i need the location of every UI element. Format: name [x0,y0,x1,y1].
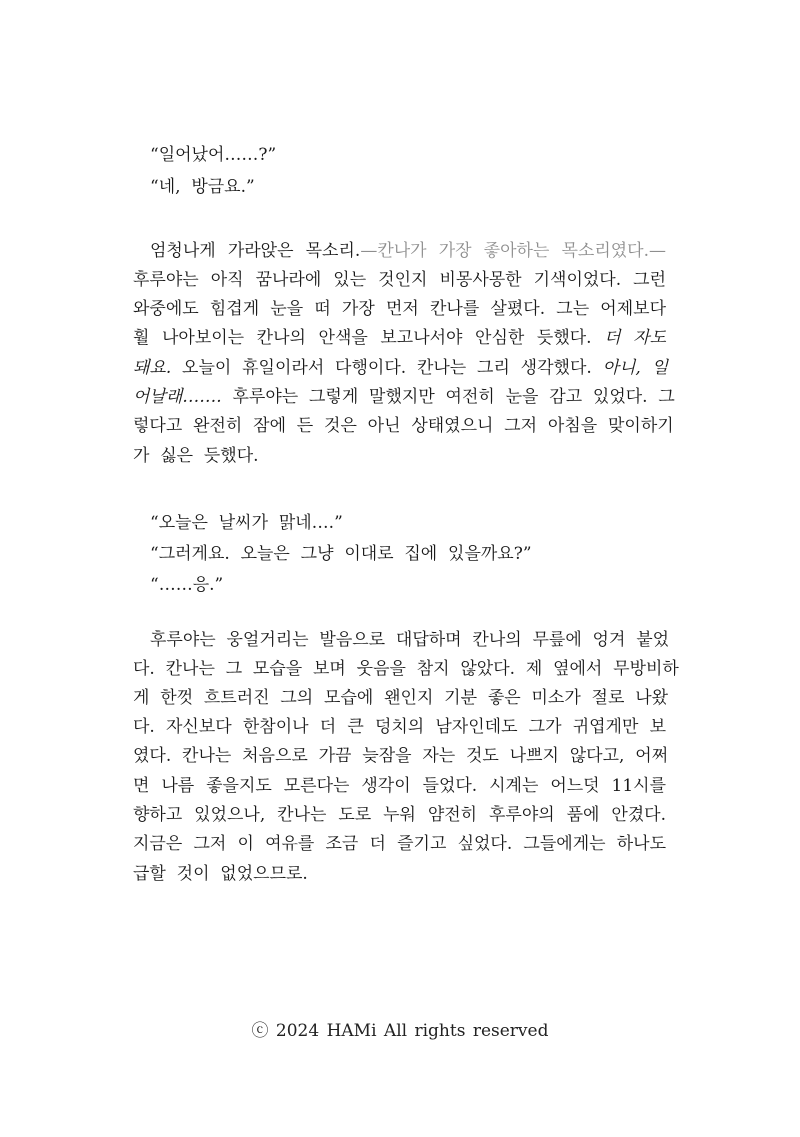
paragraph-line: 면 나름 좋을지도 모른다는 생각이 들었다. 시계는 어느덧 11시를 [133,776,666,796]
dialogue-line: “네, 방금요.” [150,177,255,197]
narration-text: 훨 나아보이는 칸나의 안색을 보고나서야 안심한 듯했다. [133,328,605,348]
paragraph-line: 가 싫은 듯했다. [133,446,259,466]
paragraph-line: 지금은 그저 이 여유를 조금 더 즐기고 싶었다. 그들에게는 하나도 [133,834,666,854]
dialogue-line: “……응.” [150,575,224,595]
dialogue-line: “일어났어……?” [150,145,277,165]
aside-text: —칸나가 가장 좋아하는 목소리였다.— [360,241,667,261]
copyright-footer: ⓒ 2024 HAMi All rights reserved [251,1021,549,1041]
paragraph-line: 향하고 있었으나, 칸나는 도로 누워 얌전히 후루야의 품에 안겼다. [133,805,666,825]
paragraph-line [133,385,675,409]
italic-thought: 어날래……. [133,387,222,407]
paragraph-line: 급할 것이 없었으므로. [133,864,308,884]
paragraph-line: 다. 칸나는 그 모습을 보며 웃음을 참지 않았다. 제 옆에서 무방비하 [133,659,679,679]
paragraph-line: 후루야는 웅얼거리는 발음으로 대답하며 칸나의 무릎에 엉겨 붙었 [150,630,670,650]
italic-thought: 아니, 일 [602,358,669,378]
paragraph-line [133,326,666,350]
narration-text: 엄청나게 가라앉은 목소리. [150,241,361,261]
paragraph-line: 였다. 칸나는 처음으로 가끔 늦잠을 자는 것도 나쁘지 않다고, 어쩌 [133,746,669,766]
italic-thought: 더 자도 [604,328,666,348]
paragraph-line: 렇다고 완전히 잠에 든 것은 아닌 상태였으니 그저 아침을 맞이하기 [133,416,674,436]
paragraph-line: 다. 자신보다 한참이나 더 큰 덩치의 남자인데도 그가 귀엽게만 보 [133,717,666,737]
paragraph-line [150,239,666,263]
paragraph-line: 와중에도 힘겹게 눈을 떠 가장 먼저 칸나를 살폈다. 그는 어제보다 [133,299,666,319]
dialogue-line: “그러게요. 오늘은 그냥 이대로 집에 있을까요?” [150,544,532,564]
paragraph-line [133,356,669,380]
italic-thought: 돼요. [133,358,172,378]
narration-text: 오늘이 휴일이라서 다행이다. 칸나는 그리 생각했다. [171,358,603,378]
paragraph-line: 후루야는 아직 꿈나라에 있는 것인지 비몽사몽한 기색이었다. 그런 [133,270,666,290]
dialogue-line: “오늘은 날씨가 맑네….” [150,513,343,533]
narration-text: 후루야는 그렇게 말했지만 여전히 눈을 감고 있었다. 그 [221,387,675,407]
paragraph-line: 게 한껏 흐트러진 그의 모습에 왠인지 기분 좋은 미소가 절로 나왔 [133,688,669,708]
